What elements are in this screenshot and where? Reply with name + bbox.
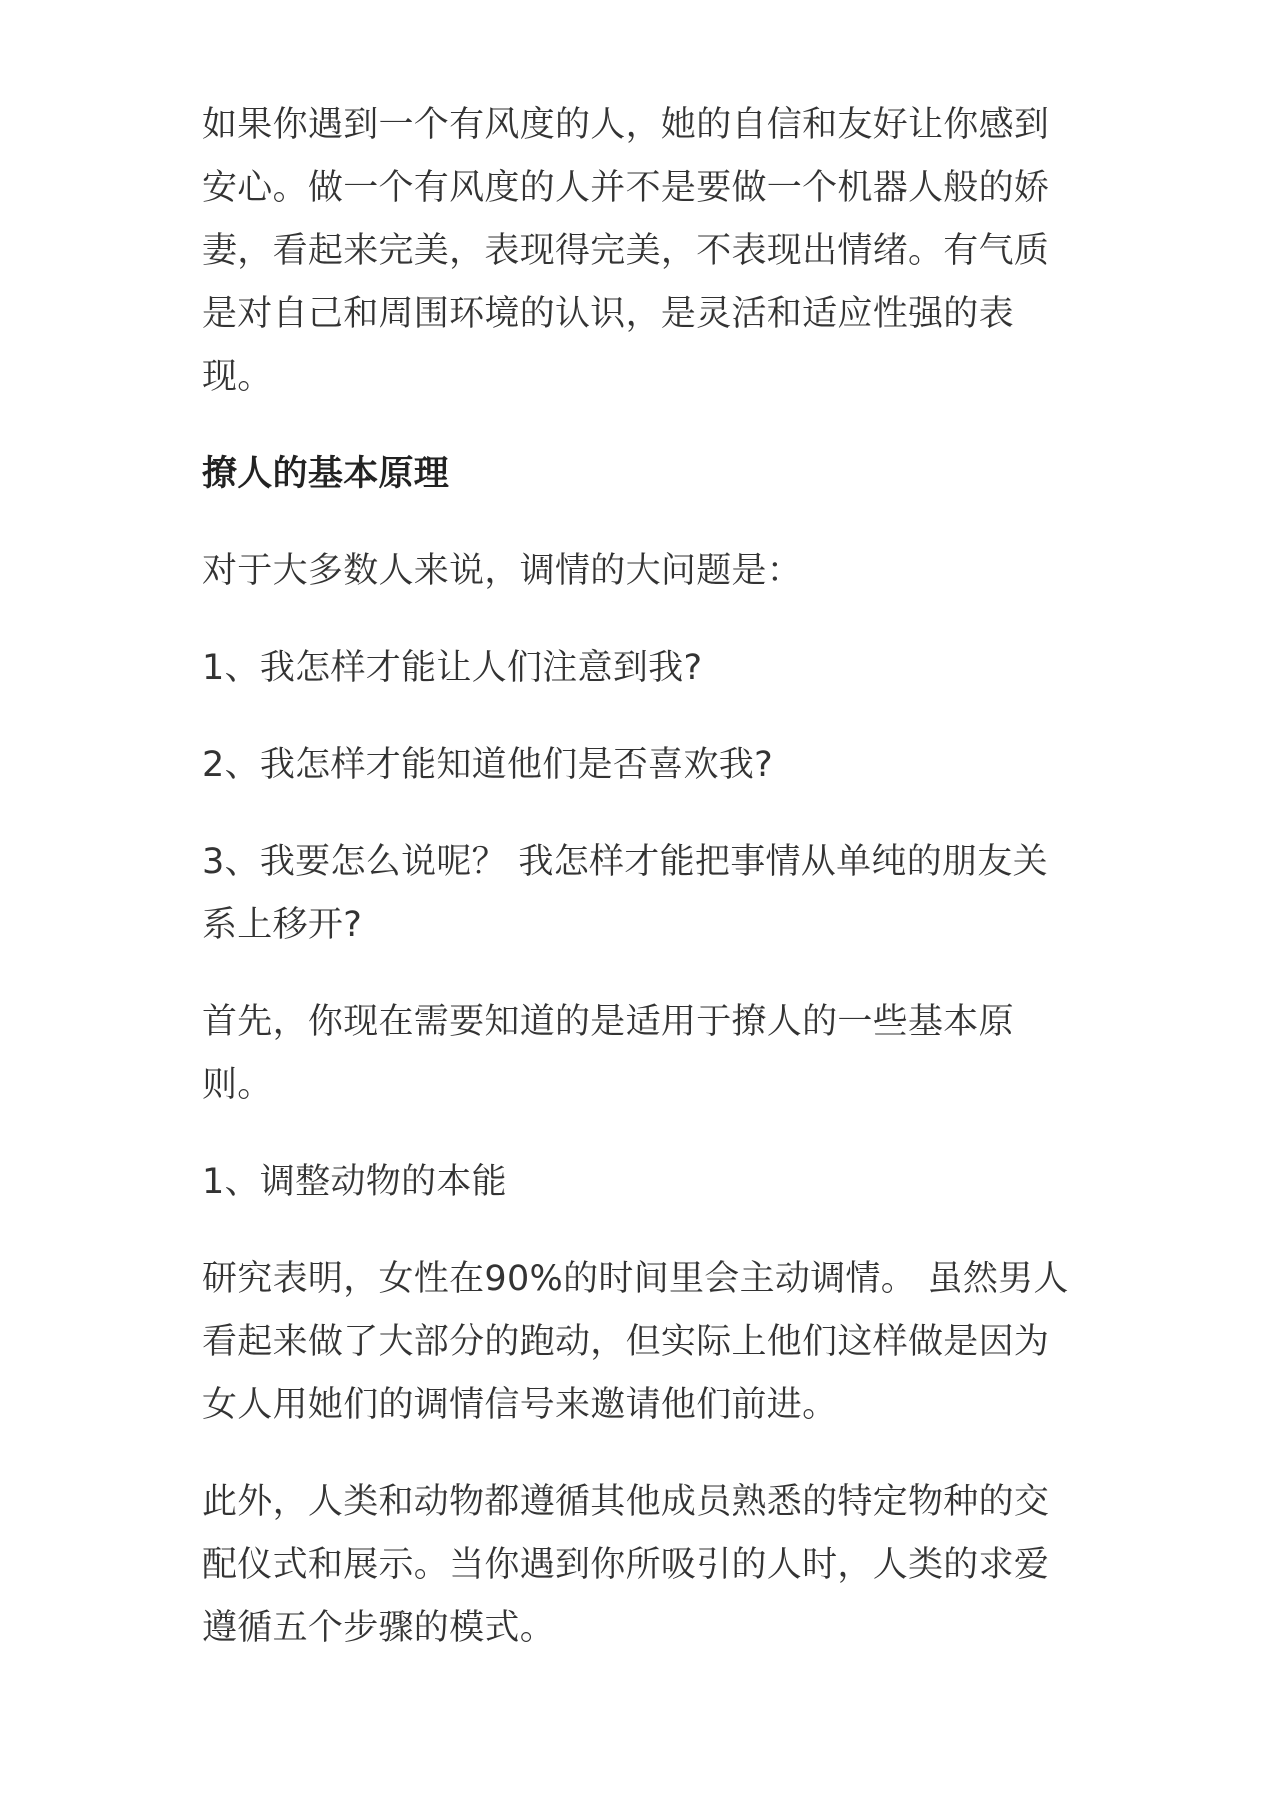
article-body [202,94,1077,1660]
paragraph-question-intro: 对于大多数人来说，调情的大问题是： [202,551,803,591]
paragraph-research: 研究表明，女性在90%的时间里会主动调情。 虽然男人看起来做了大部分的跑动，但实际上他们这样做是因为女人用她们的调情信号来邀请他们前进。 [202,1259,1069,1425]
list-item-question-2: 2、我怎样才能知道他们是否喜欢我? [202,745,773,785]
section-heading: 撩人的基本原理 [202,454,450,494]
list-item-question-1: 1、我怎样才能让人们注意到我? [202,648,703,688]
paragraph-principles-intro: 首先，你现在需要知道的是适用于撩人的一些基本原则。 [202,1002,1014,1105]
paragraph-intro: 如果你遇到一个有风度的人，她的自信和友好让你感到安心。做一个有风度的人并不是要做一个机器人般的娇妻，看起来完美，表现得完美，不表现出情绪。有气质是对自己和周围环境的认识，是灵活和适应性强的表现。 [202,105,1050,397]
paragraph-courtship: 此外，人类和动物都遵循其他成员熟悉的特定物种的交配仪式和展示。当你遇到你所吸引的人时，人类的求爱遵循五个步骤的模式。 [202,1482,1050,1648]
list-item-question-3: 3、我要怎么说呢？ 我怎样才能把事情从单纯的朋友关系上移开? [202,842,1048,945]
list-item-principle-1: 1、调整动物的本能 [202,1162,507,1202]
